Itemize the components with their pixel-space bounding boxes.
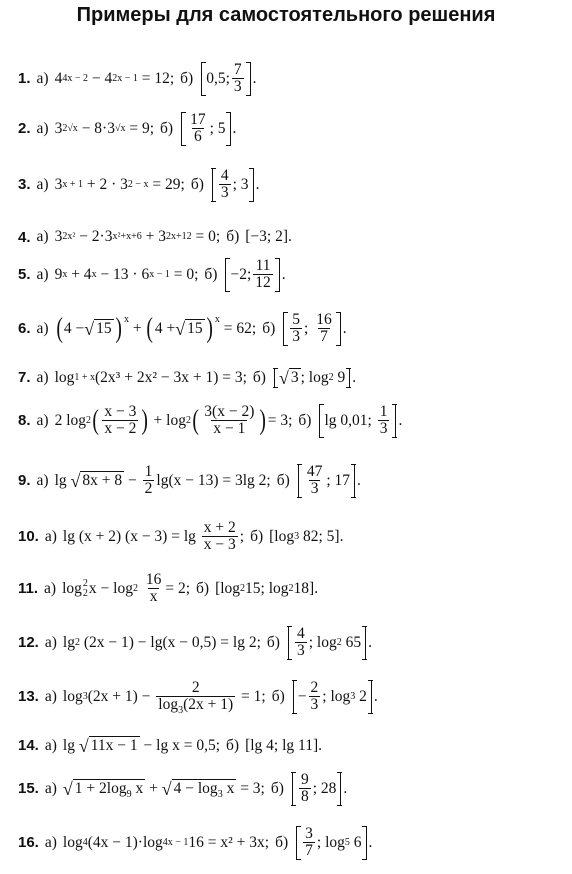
problem-number: 9. xyxy=(18,472,31,490)
part-b-label: б) xyxy=(226,736,240,754)
interval: [log 3 82; 5]. xyxy=(269,527,344,545)
equation: 9 x + 4 x − 13 · 6 x − 1 = 0; xyxy=(54,265,199,283)
part-a-label: а) xyxy=(36,319,49,337)
problem-number: 11. xyxy=(18,580,39,598)
problem-10 xyxy=(18,520,343,554)
problem-8: 8. а) 2 log 2 ( $\frac{x - 3}{x - 2}$ ) + log 2 ( $\frac{3(x - 2)}{x - 1}$ ) = 3; б) lg 0,01; $\frac{1}{3}$ . xyxy=(18,403,403,438)
interval: [−3; 2]. xyxy=(245,228,292,245)
interval: 0,5; $\frac{7}{3}$ xyxy=(201,62,250,96)
problem-7: 7. а) log 1 + x (2x³ + 2x² − 3x + 1) = 3; б) √ 3 ; log 2 9 . xyxy=(18,367,357,388)
page-title: Примеры для самостоятельного решения xyxy=(76,4,496,26)
part-a-label: а) xyxy=(36,411,49,429)
part-a-label: а) xyxy=(44,527,57,545)
part-a-label: а) xyxy=(44,687,57,705)
problem-number: 2. xyxy=(18,120,31,138)
problem-5: 5. а) 9 x + 4 x − 13 · 6 x − 1 = 0; б) −2; $\frac{11}{12}$ . xyxy=(18,257,286,292)
part-b-label: б) xyxy=(266,633,280,651)
part-b-label: б) xyxy=(298,411,312,429)
problem-number: 8. xyxy=(18,412,31,430)
equation: 3 2x² − 2·3 x²+x+6 + 3 2x+12 = 0; xyxy=(54,228,221,245)
interval: $\frac{9}{8}$ ; 28 xyxy=(292,772,341,806)
part-a-label: а) xyxy=(44,633,57,651)
equation: log 3 (2x + 1) − $\frac{2}{\log_3(2x + 1)}$ = 1; xyxy=(62,679,266,717)
interval: [log 2 15; log 2 18]. xyxy=(215,579,319,597)
part-a-label: а) xyxy=(44,736,57,754)
equation: lg 2 (2x − 1) − lg(x − 0,5) = lg 2; xyxy=(62,633,261,651)
part-b-label: б) xyxy=(262,319,276,337)
part-b-label: б) xyxy=(180,69,194,87)
equation: √ $1 + 2\log_9$ x + √ $4 - \log_3 x$ = 3; xyxy=(62,778,265,800)
equation: 3 2√x − 8·3 √x = 9; xyxy=(54,119,155,137)
part-a-label: а) xyxy=(36,119,49,137)
part-a-label: а) xyxy=(36,368,49,386)
part-a-label: а) xyxy=(44,779,57,797)
interval: $\frac{47}{3}$ ; 17 xyxy=(298,464,355,498)
equation: log 2 2 x − log 2 $\frac{16}{x}$ = 2; xyxy=(62,571,191,606)
problem-15: 15. а) √ $1 + 2\log_9$ x + √ $4 - \log_3 x$ = 3; б) $\frac{9}{8}$ ; 28 . xyxy=(18,771,348,806)
problem-9: 9. а) lg √ 8x + 8 − $\frac{1}{2}$ lg(x − 13) = 3lg 2; б) $\frac{47}{3}$ ; 17 . xyxy=(18,463,361,498)
part-a-label: а) xyxy=(36,69,49,87)
problem-number: 4. xyxy=(18,228,31,246)
interval: [lg 4; lg 11]. xyxy=(245,736,322,754)
problem-16: 16. а) log 4 (4x − 1)·log 4x − 1 16 = x² + 3x; б) $\frac{3}{7}$ ; log 5 6 . xyxy=(18,825,373,860)
equation: 4 4x − 2 − 4 2x − 1 = 12; xyxy=(54,69,175,87)
part-b-label: б) xyxy=(250,527,264,545)
problem-number: 10. xyxy=(18,528,39,546)
equation: lg √ 8x + 8 − $\frac{1}{2}$ lg(x − 13) = 3lg 2; xyxy=(54,463,271,498)
problem-number: 12. xyxy=(18,634,39,652)
interval: − $\frac{2}{3}$ ; log 3 2 xyxy=(293,680,372,714)
part-a-label: а) xyxy=(36,228,49,245)
part-b-label: б) xyxy=(270,779,284,797)
equation: log 4 (4x − 1)·log 4x − 1 16 = x² + 3x; xyxy=(62,833,270,851)
interval: −2; $\frac{11}{12}$ xyxy=(225,258,279,292)
part-b-label: б) xyxy=(271,687,285,705)
part-b-label: б) xyxy=(160,119,174,137)
problem-4 xyxy=(18,228,292,246)
equation: log 1 + x (2x³ + 2x² − 3x + 1) = 3; xyxy=(54,368,247,386)
problem-2: 2. а) 3 2√x − 8·3 √x = 9; б) $\frac{17}{6}$ ; 5 . xyxy=(18,111,237,146)
part-b-label: б) xyxy=(226,228,240,245)
problem-6: 6. а) ( 4 − √ 15 ) x + ( 4 + √ 15 ) x = 62; б) $\frac{5}{3}$ ; $\frac{16}{7}$ . xyxy=(18,311,347,346)
problem-number: 15. xyxy=(18,780,39,798)
problem-12: 12. а) lg 2 (2x − 1) − lg(x − 0,5) = lg 2; б) $\frac{4}{3}$ ; log 2 65 . xyxy=(18,625,372,660)
problem-number: 3. xyxy=(18,176,31,194)
interval: $\frac{17}{6}$ ; 5 xyxy=(181,112,230,146)
problem-number: 1. xyxy=(18,70,31,88)
part-a-label: а) xyxy=(36,175,49,193)
interval: lg 0,01; $\frac{1}{3}$ xyxy=(319,404,396,438)
part-a-label: а) xyxy=(44,579,57,597)
problem-number: 16. xyxy=(18,834,39,852)
problem-number: 13. xyxy=(18,688,39,706)
part-b-label: б) xyxy=(190,175,204,193)
problem-number: 7. xyxy=(18,369,31,387)
part-a-label: а) xyxy=(44,833,57,851)
problem-11 xyxy=(18,572,318,606)
part-a-label: а) xyxy=(36,471,49,489)
interval: $\frac{4}{3}$ ; 3 xyxy=(212,168,254,202)
part-b-label: б) xyxy=(196,579,210,597)
problem-3: 3. а) 3 x + 1 + 2 · 3 2 − x = 29; б) $\frac{4}{3}$ ; 3 . xyxy=(18,167,260,202)
part-b-label: б) xyxy=(252,368,266,386)
problem-number: 14. xyxy=(18,737,39,755)
part-b-label: б) xyxy=(275,833,289,851)
interval: $\frac{5}{3}$ ; $\frac{16}{7}$ xyxy=(283,312,340,346)
part-b-label: б) xyxy=(276,471,290,489)
equation: lg (x + 2) (x − 3) = lg $\frac{x + 2}{x - 3}$ ; xyxy=(62,519,245,554)
interval: $\frac{3}{7}$ ; log 5 6 xyxy=(296,826,366,860)
interval: √ 3 ; log 2 9 xyxy=(274,368,350,388)
problem-13: 13. а) log 3 (2x + 1) − $\frac{2}{\log_3(2x + 1)}$ = 1; б) − $\frac{2}{3}$ ; log 3 2 . xyxy=(18,679,378,717)
equation: 2 log 2 ( $\frac{x - 3}{x - 2}$ ) + log 2 ( $\frac{3(x - 2)}{x - 1}$ ) = 3; xyxy=(54,403,293,438)
part-a-label: а) xyxy=(36,265,49,283)
part-b-label: б) xyxy=(204,265,218,283)
equation: 3 x + 1 + 2 · 3 2 − x = 29; xyxy=(54,175,185,193)
interval: $\frac{4}{3}$ ; log 2 65 xyxy=(288,626,366,660)
equation: ( 4 − √ 15 ) x + ( 4 + √ 15 ) x = 62; xyxy=(55,312,257,344)
problem-1: 1. а) 4 4x − 2 − 4 2x − 1 = 12; б) 0,5; $\frac{7}{3}$ . xyxy=(18,61,257,96)
equation: lg √ 11x − 1 − lg x = 0,5; xyxy=(62,735,221,756)
problem-number: 5. xyxy=(18,266,31,284)
problem-number: 6. xyxy=(18,320,31,338)
problem-14 xyxy=(18,736,322,756)
